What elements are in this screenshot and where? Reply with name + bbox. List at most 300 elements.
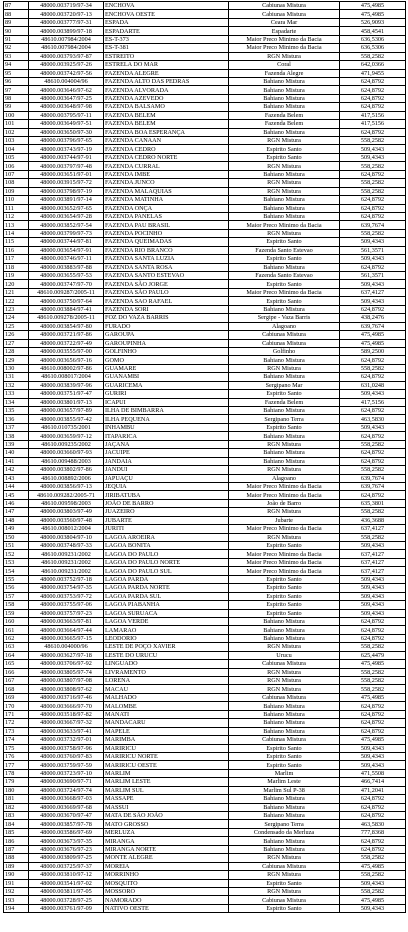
table-row bbox=[4, 407, 406, 415]
row-number-cell: 169 bbox=[4, 693, 29, 701]
table-row bbox=[4, 128, 406, 136]
table-row bbox=[4, 778, 406, 786]
price-value-cell: 509,4343 bbox=[340, 255, 406, 263]
price-value-cell: 624,8792 bbox=[340, 407, 406, 415]
field-name-cell: JANDAIA bbox=[104, 457, 229, 465]
reference-basin-cell: Cabiunas Mistura bbox=[229, 2, 340, 10]
reference-basin-cell: Marlim Leste bbox=[229, 778, 340, 786]
process-code-cell: 48610.010735/2001 bbox=[29, 423, 104, 431]
row-number-cell: 121 bbox=[4, 288, 29, 296]
row-number-cell: 120 bbox=[4, 280, 29, 288]
row-number-cell: 151 bbox=[4, 542, 29, 550]
row-number-cell: 166 bbox=[4, 668, 29, 676]
field-name-cell: MARIRICU bbox=[104, 744, 229, 752]
row-number-cell: 131 bbox=[4, 373, 29, 381]
field-name-cell: ITAPARICA bbox=[104, 432, 229, 440]
price-value-cell: 509,4343 bbox=[340, 761, 406, 769]
process-code-cell: 48000.003744/97-81 bbox=[29, 238, 104, 246]
price-value-cell: 509,4343 bbox=[340, 575, 406, 583]
field-name-cell: MARLIM LESTE bbox=[104, 778, 229, 786]
process-code-cell: 48000.003560/97-48 bbox=[29, 516, 104, 524]
process-code-cell: 48610.008012/2004 bbox=[29, 525, 104, 533]
field-name-cell: MATO GROSSO bbox=[104, 820, 229, 828]
process-code-cell: 48610.009598/2003 bbox=[29, 499, 104, 507]
row-number-cell: 135 bbox=[4, 407, 29, 415]
process-code-cell: 48000.003706/97-92 bbox=[29, 660, 104, 668]
reference-basin-cell: Bahiano Mistura bbox=[229, 634, 340, 642]
price-value-cell: 624,8792 bbox=[340, 373, 406, 381]
row-number-cell: 125 bbox=[4, 322, 29, 330]
price-value-cell: 558,2582 bbox=[340, 162, 406, 170]
table-row bbox=[4, 18, 406, 26]
field-name-cell: JANDUI bbox=[104, 466, 229, 474]
table-row bbox=[4, 204, 406, 212]
price-value-cell: 624,8792 bbox=[340, 170, 406, 178]
price-value-cell: 624,8792 bbox=[340, 812, 406, 820]
field-name-cell: LEODORIO bbox=[104, 634, 229, 642]
price-value-cell: 624,8792 bbox=[340, 305, 406, 313]
field-name-cell: GURIRI bbox=[104, 390, 229, 398]
reference-basin-cell: Sergipano Terra bbox=[229, 820, 340, 828]
field-name-cell: MIRANGA NORTE bbox=[104, 845, 229, 853]
process-code-cell: 48000.003586/97-69 bbox=[29, 828, 104, 836]
process-code-cell: 48000.003541/97-02 bbox=[29, 879, 104, 887]
row-number-cell: 117 bbox=[4, 255, 29, 263]
field-name-cell: GAROUPINHA bbox=[104, 339, 229, 347]
price-value-cell: 624,8792 bbox=[340, 634, 406, 642]
reference-basin-cell: Espirito Santo bbox=[229, 575, 340, 583]
row-number-cell: 109 bbox=[4, 187, 29, 195]
price-value-cell: 624,8792 bbox=[340, 77, 406, 85]
row-number-cell: 98 bbox=[4, 94, 29, 102]
reference-basin-cell: Alagoano bbox=[229, 322, 340, 330]
process-code-cell: 48000.003647/97-25 bbox=[29, 94, 104, 102]
table-row bbox=[4, 255, 406, 263]
field-name-cell: ESPADA bbox=[104, 18, 229, 26]
price-value-cell: 417,5156 bbox=[340, 120, 406, 128]
reference-basin-cell: RGN Mistura bbox=[229, 685, 340, 693]
reference-basin-cell: RGN Mistura bbox=[229, 187, 340, 195]
table-row bbox=[4, 297, 406, 305]
price-value-cell: 624,8792 bbox=[340, 795, 406, 803]
reference-basin-cell: Fazenda Belem bbox=[229, 111, 340, 119]
price-value-cell: 589,2500 bbox=[340, 347, 406, 355]
row-number-cell: 105 bbox=[4, 153, 29, 161]
process-code-cell: 48000.003719/97-34 bbox=[29, 2, 104, 10]
field-name-cell: FAZENDA MATINHA bbox=[104, 196, 229, 204]
reference-basin-cell: Jubarte bbox=[229, 516, 340, 524]
process-code-cell: 48000.003748/97-33 bbox=[29, 542, 104, 550]
table-row bbox=[4, 457, 406, 465]
table-row bbox=[4, 499, 406, 507]
price-value-cell: 417,5156 bbox=[340, 398, 406, 406]
process-code-cell: 48000.003670/97-47 bbox=[29, 812, 104, 820]
process-code-cell: 48000.003673/97-35 bbox=[29, 837, 104, 845]
price-value-cell: 624,8792 bbox=[340, 196, 406, 204]
row-number-cell: 173 bbox=[4, 727, 29, 735]
table-row bbox=[4, 896, 406, 904]
reference-basin-cell: Espirito Santo bbox=[229, 761, 340, 769]
price-value-cell: 475,4985 bbox=[340, 693, 406, 701]
reference-basin-cell: Fazenda Alegre bbox=[229, 69, 340, 77]
row-number-cell: 123 bbox=[4, 305, 29, 313]
process-code-cell: 48000.003659/97-12 bbox=[29, 432, 104, 440]
process-code-cell: 48000.003839/97-96 bbox=[29, 381, 104, 389]
price-value-cell: 636,5306 bbox=[340, 35, 406, 43]
process-code-cell: 48000.003759/97-59 bbox=[29, 761, 104, 769]
reference-basin-cell: RGN Mistura bbox=[229, 162, 340, 170]
reference-basin-cell: Urucu bbox=[229, 651, 340, 659]
process-code-cell: 48000.003758/97-96 bbox=[29, 744, 104, 752]
process-code-cell: 48000.003899/97-18 bbox=[29, 27, 104, 35]
row-number-cell: 128 bbox=[4, 347, 29, 355]
row-number-cell: 129 bbox=[4, 356, 29, 364]
row-number-cell: 150 bbox=[4, 533, 29, 541]
table-row bbox=[4, 305, 406, 313]
table-row bbox=[4, 845, 406, 853]
price-value-cell: 475,4985 bbox=[340, 862, 406, 870]
price-value-cell: 509,4343 bbox=[340, 609, 406, 617]
reference-basin-cell: Bahiano Mistura bbox=[229, 196, 340, 204]
table-row bbox=[4, 212, 406, 220]
row-number-cell: 170 bbox=[4, 702, 29, 710]
reference-basin-cell: Bahiano Mistura bbox=[229, 212, 340, 220]
row-number-cell: 106 bbox=[4, 162, 29, 170]
field-name-cell: FAZENDA IMBE bbox=[104, 170, 229, 178]
reference-basin-cell: Espirito Santo bbox=[229, 752, 340, 760]
price-value-cell: 639,7674 bbox=[340, 322, 406, 330]
row-number-cell: 93 bbox=[4, 52, 29, 60]
process-code-cell: 48000.003915/97-72 bbox=[29, 179, 104, 187]
row-number-cell: 192 bbox=[4, 887, 29, 895]
field-name-cell: ENCHOVA bbox=[104, 2, 229, 10]
process-code-cell: 48610.009278/2005-11 bbox=[29, 314, 104, 322]
reference-basin-cell: João de Barro bbox=[229, 499, 340, 507]
row-number-cell: 137 bbox=[4, 423, 29, 431]
reference-basin-cell: Maior Preco Minimo da Bacia bbox=[229, 44, 340, 52]
table-row bbox=[4, 508, 406, 516]
field-name-cell: ENCHOVA OESTE bbox=[104, 10, 229, 18]
table-row bbox=[4, 229, 406, 237]
table-row bbox=[4, 575, 406, 583]
field-name-cell: MARIRICU OESTE bbox=[104, 761, 229, 769]
process-code-cell: 48000.003801/97-13 bbox=[29, 398, 104, 406]
row-number-cell: 113 bbox=[4, 221, 29, 229]
field-name-cell: MANDACARU bbox=[104, 719, 229, 727]
table-row bbox=[4, 373, 406, 381]
reference-basin-cell: Maior Preco Minimo da Bacia bbox=[229, 221, 340, 229]
reference-basin-cell: Maior Preco Minimo da Bacia bbox=[229, 550, 340, 558]
price-value-cell: 624,8792 bbox=[340, 94, 406, 102]
price-value-cell: 475,4985 bbox=[340, 2, 406, 10]
table-row bbox=[4, 2, 406, 10]
price-value-cell: 558,2582 bbox=[340, 364, 406, 372]
field-name-cell: JEQUIA bbox=[104, 482, 229, 490]
price-value-cell: 635,3801 bbox=[340, 499, 406, 507]
reference-basin-cell: Bahiano Mistura bbox=[229, 719, 340, 727]
process-code-cell: 48000.003811/97-05 bbox=[29, 887, 104, 895]
table-row bbox=[4, 103, 406, 111]
table-row bbox=[4, 567, 406, 575]
process-code-cell: 48000.003655/97-53 bbox=[29, 272, 104, 280]
table-row bbox=[4, 677, 406, 685]
table-row bbox=[4, 69, 406, 77]
process-code-cell: 48000.003669/97-68 bbox=[29, 803, 104, 811]
price-value-cell: 639,7674 bbox=[340, 474, 406, 482]
field-name-cell: MASSUI bbox=[104, 803, 229, 811]
process-code-cell: 48000.003648/97-98 bbox=[29, 103, 104, 111]
process-code-cell: 48000.003668/97-03 bbox=[29, 795, 104, 803]
row-number-cell: 182 bbox=[4, 803, 29, 811]
row-number-cell: 143 bbox=[4, 474, 29, 482]
price-value-cell: 624,8792 bbox=[340, 457, 406, 465]
process-code-cell: 48000.003654/97-28 bbox=[29, 212, 104, 220]
price-value-cell: 509,4343 bbox=[340, 280, 406, 288]
process-code-cell: 48000.003884/97-41 bbox=[29, 305, 104, 313]
table-row bbox=[4, 61, 406, 69]
price-value-cell: 475,4985 bbox=[340, 339, 406, 347]
process-code-cell: 48000.003651/97-01 bbox=[29, 170, 104, 178]
row-number-cell: 147 bbox=[4, 508, 29, 516]
field-name-cell: FAZENDA CEDRO bbox=[104, 145, 229, 153]
price-value-cell: 558,2582 bbox=[340, 668, 406, 676]
price-value-cell: 463,5830 bbox=[340, 415, 406, 423]
process-code-cell: 48000.003750/97-64 bbox=[29, 297, 104, 305]
row-number-cell: 157 bbox=[4, 592, 29, 600]
table-row bbox=[4, 246, 406, 254]
process-code-cell: 48000.003657/97-89 bbox=[29, 407, 104, 415]
field-name-cell: LESTE DO URUCU bbox=[104, 651, 229, 659]
reference-basin-cell: Fazenda Santo Estevao bbox=[229, 272, 340, 280]
price-value-cell: 509,4343 bbox=[340, 390, 406, 398]
price-value-cell: 624,8792 bbox=[340, 356, 406, 364]
table-row bbox=[4, 466, 406, 474]
table-row bbox=[4, 86, 406, 94]
field-name-cell: JOÃO DE BARRO bbox=[104, 499, 229, 507]
reference-basin-cell: Espirito Santo bbox=[229, 879, 340, 887]
process-code-cell: 48000.003857/97-78 bbox=[29, 820, 104, 828]
row-number-cell: 142 bbox=[4, 466, 29, 474]
process-code-cell: 48000.003728/97-25 bbox=[29, 896, 104, 904]
field-name-cell: MARLIM SUL bbox=[104, 786, 229, 794]
process-code-cell: 48000.003891/97-14 bbox=[29, 196, 104, 204]
table-row bbox=[4, 94, 406, 102]
process-code-cell: 48000.003856/97-13 bbox=[29, 482, 104, 490]
price-value-cell: 558,2582 bbox=[340, 643, 406, 651]
field-name-cell: ES-T-373 bbox=[104, 35, 229, 43]
process-code-cell: 48610.009287/2005-11 bbox=[29, 288, 104, 296]
table-row bbox=[4, 187, 406, 195]
reference-basin-cell: Cabiunas Mistura bbox=[229, 339, 340, 347]
process-code-cell: 48000.003664/97-44 bbox=[29, 626, 104, 634]
price-value-cell: 475,4985 bbox=[340, 736, 406, 744]
field-name-cell: MOSQUITO bbox=[104, 879, 229, 887]
field-name-cell: MORRINHO bbox=[104, 871, 229, 879]
process-code-cell: 48000.003649/97-51 bbox=[29, 120, 104, 128]
row-number-cell: 158 bbox=[4, 601, 29, 609]
process-code-cell: 48000.003650/97-30 bbox=[29, 128, 104, 136]
table-row bbox=[4, 871, 406, 879]
process-code-cell: 48000.003803/97-49 bbox=[29, 508, 104, 516]
row-number-cell: 87 bbox=[4, 2, 29, 10]
row-number-cell: 122 bbox=[4, 297, 29, 305]
row-number-cell: 178 bbox=[4, 769, 29, 777]
table-row bbox=[4, 643, 406, 651]
row-number-cell: 165 bbox=[4, 660, 29, 668]
process-code-cell: 48000.003855/97-42 bbox=[29, 415, 104, 423]
row-number-cell: 140 bbox=[4, 449, 29, 457]
price-value-cell: 558,2582 bbox=[340, 52, 406, 60]
price-value-cell: 624,8792 bbox=[340, 719, 406, 727]
row-number-cell: 114 bbox=[4, 229, 29, 237]
price-value-cell: 558,2582 bbox=[340, 871, 406, 879]
row-number-cell: 115 bbox=[4, 238, 29, 246]
table-row bbox=[4, 862, 406, 870]
row-number-cell: 154 bbox=[4, 567, 29, 575]
price-value-cell: 558,2582 bbox=[340, 854, 406, 862]
process-code-cell: 48000.003656/97-16 bbox=[29, 356, 104, 364]
row-number-cell: 94 bbox=[4, 61, 29, 69]
process-code-cell: 48000.003809/97-25 bbox=[29, 854, 104, 862]
reference-basin-cell: Sergipe - Vaza Barris bbox=[229, 314, 340, 322]
price-value-cell: 509,4343 bbox=[340, 584, 406, 592]
row-number-cell: 90 bbox=[4, 27, 29, 35]
table-row bbox=[4, 592, 406, 600]
field-name-cell: ICAPUI bbox=[104, 398, 229, 406]
table-row bbox=[4, 668, 406, 676]
process-code-cell: 48000.003753/97-72 bbox=[29, 592, 104, 600]
table-row bbox=[4, 542, 406, 550]
table-row bbox=[4, 398, 406, 406]
price-value-cell: 642,0366 bbox=[340, 61, 406, 69]
row-number-cell: 160 bbox=[4, 617, 29, 625]
row-number-cell: 184 bbox=[4, 820, 29, 828]
reference-basin-cell: Bahiano Mistura bbox=[229, 449, 340, 457]
price-value-cell: 558,2582 bbox=[340, 137, 406, 145]
process-code-cell: 48000.003925/97-26 bbox=[29, 61, 104, 69]
reference-basin-cell: Maior Preco Minimo da Bacia bbox=[229, 558, 340, 566]
field-name-cell: LAGOA PIABANHA bbox=[104, 601, 229, 609]
table-row bbox=[4, 727, 406, 735]
price-value-cell: 637,4127 bbox=[340, 567, 406, 575]
reference-basin-cell: Espirito Santo bbox=[229, 238, 340, 246]
reference-basin-cell: RGN Mistura bbox=[229, 52, 340, 60]
table-row bbox=[4, 263, 406, 271]
process-code-cell: 48000.003742/97-56 bbox=[29, 69, 104, 77]
process-code-cell: 48000.003667/97-32 bbox=[29, 719, 104, 727]
row-number-cell: 179 bbox=[4, 778, 29, 786]
price-value-cell: 509,4343 bbox=[340, 592, 406, 600]
row-number-cell: 134 bbox=[4, 398, 29, 406]
table-row bbox=[4, 280, 406, 288]
process-code-cell: 48610.009282/2005-71 bbox=[29, 491, 104, 499]
process-code-cell: 48610.007984/2004 bbox=[29, 44, 104, 52]
field-name-cell: MACAU bbox=[104, 685, 229, 693]
table-row bbox=[4, 390, 406, 398]
table-row bbox=[4, 347, 406, 355]
field-name-cell: FAZENDA MALAQUIAS bbox=[104, 187, 229, 195]
field-name-cell: FAZENDA POCINHO bbox=[104, 229, 229, 237]
table-row bbox=[4, 423, 406, 431]
table-row bbox=[4, 10, 406, 18]
field-name-cell: FAZENDA SÃO PAULO bbox=[104, 288, 229, 296]
price-value-cell: 509,4343 bbox=[340, 904, 406, 912]
process-code-cell: 48000.003721/97-86 bbox=[29, 331, 104, 339]
field-name-cell: FOZ DO VAZA BARRIS bbox=[104, 314, 229, 322]
reference-basin-cell: Espirito Santo bbox=[229, 145, 340, 153]
table-row bbox=[4, 584, 406, 592]
table-row bbox=[4, 145, 406, 153]
price-value-cell: 561,3571 bbox=[340, 272, 406, 280]
table-row bbox=[4, 812, 406, 820]
table-row bbox=[4, 35, 406, 43]
row-number-cell: 175 bbox=[4, 744, 29, 752]
field-name-cell: LIVRAMENTO bbox=[104, 668, 229, 676]
field-name-cell: JACUIPE bbox=[104, 449, 229, 457]
row-number-cell: 118 bbox=[4, 263, 29, 271]
reference-basin-cell: Espirito Santo bbox=[229, 423, 340, 431]
field-name-cell: NATIVO OESTE bbox=[104, 904, 229, 912]
reference-basin-cell: Sergipano Mar bbox=[229, 381, 340, 389]
price-value-cell: 417,5156 bbox=[340, 111, 406, 119]
price-value-cell: 624,8792 bbox=[340, 103, 406, 111]
table-row bbox=[4, 364, 406, 372]
row-number-cell: 180 bbox=[4, 786, 29, 794]
reference-basin-cell: Fazenda Belem bbox=[229, 398, 340, 406]
table-row bbox=[4, 221, 406, 229]
price-value-cell: 509,4343 bbox=[340, 145, 406, 153]
row-number-cell: 130 bbox=[4, 364, 29, 372]
reference-basin-cell: Cabiunas Mistura bbox=[229, 736, 340, 744]
field-name-cell: FURADO bbox=[104, 322, 229, 330]
reference-basin-cell: Maior Preco Minimo da Bacia bbox=[229, 491, 340, 499]
row-number-cell: 97 bbox=[4, 86, 29, 94]
row-number-cell: 183 bbox=[4, 812, 29, 820]
price-value-cell: 436,3688 bbox=[340, 516, 406, 524]
process-code-cell: 48000.003747/97-70 bbox=[29, 280, 104, 288]
field-name-cell: LAGOA PARDA bbox=[104, 575, 229, 583]
row-number-cell: 145 bbox=[4, 491, 29, 499]
table-row bbox=[4, 322, 406, 330]
reference-basin-cell: Espirito Santo bbox=[229, 584, 340, 592]
reference-basin-cell: Espirito Santo bbox=[229, 153, 340, 161]
reference-basin-cell: RGN Mistura bbox=[229, 533, 340, 541]
row-number-cell: 99 bbox=[4, 103, 29, 111]
field-name-cell: MALHADO bbox=[104, 693, 229, 701]
row-number-cell: 88 bbox=[4, 10, 29, 18]
row-number-cell: 132 bbox=[4, 381, 29, 389]
field-name-cell: FAZENDA PANELAS bbox=[104, 212, 229, 220]
price-value-cell: 624,8792 bbox=[340, 837, 406, 845]
price-value-cell: 624,8792 bbox=[340, 803, 406, 811]
reference-basin-cell: Golfinho bbox=[229, 347, 340, 355]
table-row bbox=[4, 415, 406, 423]
table-row bbox=[4, 795, 406, 803]
reference-basin-cell: Bahiano Mistura bbox=[229, 837, 340, 845]
table-row bbox=[4, 356, 406, 364]
price-value-cell: 558,2582 bbox=[340, 887, 406, 895]
reference-basin-cell: Bahiano Mistura bbox=[229, 204, 340, 212]
price-table-body bbox=[4, 2, 406, 913]
field-name-cell: MAPELE bbox=[104, 727, 229, 735]
process-code-cell: 48000.003723/97-10 bbox=[29, 769, 104, 777]
reference-basin-cell: Ceara Mar bbox=[229, 18, 340, 26]
table-row bbox=[4, 609, 406, 617]
process-code-cell: 48000.003810/97-12 bbox=[29, 871, 104, 879]
row-number-cell: 111 bbox=[4, 204, 29, 212]
field-name-cell: FAZENDA SANTA ROSA bbox=[104, 263, 229, 271]
reference-basin-cell: Maior Preco Minimo da Bacia bbox=[229, 525, 340, 533]
